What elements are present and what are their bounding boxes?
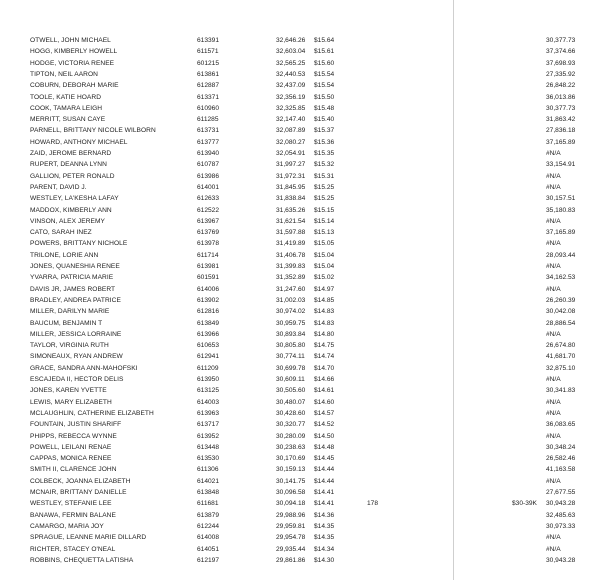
hourly-rate: $14.57 (314, 409, 335, 417)
table-row (0, 193, 601, 204)
salary-value: 30,159.13 (276, 466, 306, 474)
comparison-value: #N/A (546, 398, 561, 406)
hourly-rate: $15.61 (314, 48, 335, 56)
hourly-rate: $15.32 (314, 161, 335, 169)
comparison-value: 27,836.18 (546, 127, 576, 135)
employee-name: FOUNTAIN, JUSTIN SHARIFF (30, 421, 122, 429)
table-row (0, 306, 601, 317)
table-row (0, 521, 601, 532)
table-row (0, 340, 601, 351)
employee-name: MILLER, JESSICA LORRAINE (30, 330, 122, 338)
table-row (0, 284, 601, 295)
salary-value: 30,959.75 (276, 319, 306, 327)
employee-id: 611571 (197, 48, 219, 56)
table-row (0, 35, 601, 46)
employee-id: 610787 (197, 161, 220, 169)
employee-name: RUPERT, DEANNA LYNN (30, 161, 107, 169)
employee-name: COLBECK, JOANNA ELIZABETH (30, 477, 131, 485)
employee-name: CAPPAS, MONICA RENEE (30, 455, 112, 463)
employee-name: MADDOX, KIMBERLY ANN (30, 206, 112, 214)
employee-id: 611714 (197, 251, 219, 259)
comparison-value: 27,677.55 (546, 489, 576, 496)
comparison-value: 31,863.42 (546, 116, 576, 124)
employee-id: 610960 (197, 104, 220, 112)
employee-id: 614051 (197, 545, 220, 553)
hourly-rate: $15.02 (314, 274, 335, 282)
comparison-value: 30,341.83 (546, 387, 576, 395)
employee-name: MERRITT, SUSAN CAYE (30, 116, 106, 124)
table-row (0, 453, 601, 464)
employee-id: 613125 (197, 387, 220, 395)
employee-id: 611681 (197, 500, 219, 508)
comparison-value: #N/A (546, 150, 561, 157)
employee-id: 613963 (197, 409, 220, 417)
salary-value: 30,893.84 (276, 330, 306, 338)
table-row (0, 114, 601, 125)
employee-name: JONES, KAREN YVETTE (30, 387, 107, 395)
employee-id: 613940 (197, 150, 220, 157)
employee-id: 614008 (197, 534, 220, 542)
employee-id: 613950 (197, 376, 220, 383)
salary-value: 31,838.84 (276, 195, 306, 203)
salary-value: 30,238.63 (276, 443, 306, 451)
comparison-value: 30,973.33 (546, 522, 576, 530)
employee-name: DAVIS JR, JAMES ROBERT (30, 285, 116, 293)
employee-name: POWERS, BRITTANY NICHOLE (30, 240, 128, 248)
employee-name: HODGE, VICTORIA RENEE (30, 59, 115, 67)
table-row (0, 182, 601, 193)
salary-value: 29,959.81 (276, 522, 306, 530)
employee-name: VINSON, ALEX JEREMY (30, 217, 105, 225)
comparison-value: 28,093.44 (546, 251, 576, 259)
hourly-rate: $14.48 (314, 443, 335, 451)
employee-id: 613769 (197, 229, 220, 237)
employee-id: 613731 (197, 127, 220, 135)
table-row (0, 46, 601, 57)
comparison-value: #N/A (546, 534, 561, 542)
comparison-value: 26,260.39 (546, 296, 576, 304)
employee-id: 613879 (197, 511, 220, 519)
employee-name: BANAWA, FERMIN BALANE (30, 511, 116, 519)
employee-name: GALLION, PETER RONALD (30, 172, 115, 180)
table-row (0, 555, 601, 566)
employee-name: TIPTON, NEIL AARON (30, 70, 98, 78)
comparison-value: 36,013.86 (546, 93, 576, 101)
employee-name: CAMARGO, MARIA JOY (30, 522, 104, 530)
table-row (0, 171, 601, 182)
employee-name: CATO, SARAH INEZ (30, 229, 92, 237)
employee-id: 601591 (197, 274, 220, 282)
comparison-value: #N/A (546, 240, 561, 248)
salary-value: 29,935.44 (276, 545, 306, 553)
hourly-rate: $15.31 (314, 172, 335, 180)
comparison-value: 37,165.89 (546, 229, 576, 237)
salary-band: $30-39K (512, 500, 537, 508)
comparison-value: #N/A (546, 217, 561, 225)
comparison-value: 30,377.73 (546, 104, 576, 112)
salary-value: 30,699.78 (276, 364, 306, 372)
hourly-rate: $14.44 (314, 477, 335, 485)
hourly-rate: $15.36 (314, 138, 335, 146)
hourly-rate: $14.35 (314, 522, 335, 530)
table-row (0, 250, 601, 261)
hourly-rate: $15.48 (314, 104, 335, 112)
table-row (0, 476, 601, 487)
employee-name: BAUCUM, BENJAMIN T (30, 319, 103, 327)
hourly-rate: $14.97 (314, 285, 335, 293)
salary-value: 30,774.11 (276, 353, 305, 361)
employee-name: SIMONEAUX, RYAN ANDREW (30, 353, 123, 361)
comparison-value: 30,943.28 (546, 500, 576, 508)
hourly-rate: $14.83 (314, 319, 335, 327)
employee-name: JONES, QUANESHIA RENEE (30, 263, 120, 270)
salary-value: 30,428.60 (276, 409, 306, 417)
comparison-value: 33,154.91 (546, 161, 576, 169)
salary-value: 30,170.69 (276, 455, 306, 463)
employee-id: 613717 (197, 421, 220, 429)
employee-id: 612887 (197, 82, 220, 90)
table-row (0, 261, 601, 272)
employee-name: BRADLEY, ANDREA PATRICE (30, 296, 121, 304)
table-row (0, 295, 601, 306)
table-row (0, 205, 601, 216)
salary-value: 30,505.60 (276, 387, 306, 395)
employee-name: HOWARD, ANTHONY MICHAEL (30, 138, 128, 146)
hourly-rate: $15.04 (314, 263, 335, 270)
salary-value: 29,988.96 (276, 511, 306, 519)
employee-id: 613978 (197, 240, 220, 248)
hourly-rate: $15.50 (314, 93, 335, 101)
salary-value: 31,621.54 (276, 217, 306, 225)
comparison-value: 27,335.92 (546, 70, 576, 78)
employee-id: 613986 (197, 172, 220, 180)
employee-id: 601215 (197, 59, 220, 67)
salary-value: 30,141.75 (276, 477, 306, 485)
employee-name: WESTLEY, STEFANIE LEE (30, 500, 112, 508)
employee-name: MILLER, DARILYN MARIE (30, 308, 110, 316)
table-row (0, 227, 601, 238)
hourly-rate: $15.13 (314, 229, 335, 237)
comparison-value: #N/A (546, 263, 561, 270)
employee-id: 613861 (197, 70, 220, 78)
salary-value: 32,603.04 (276, 48, 306, 56)
salary-value: 32,054.91 (276, 150, 306, 157)
comparison-value: 32,875.10 (546, 364, 576, 372)
hourly-rate: $15.25 (314, 183, 335, 191)
salary-value: 30,609.11 (276, 376, 305, 383)
employee-id: 611285 (197, 116, 219, 124)
salary-value: 32,565.25 (276, 59, 306, 67)
employee-name: GRACE, SANDRA ANN-MAHOFSKI (30, 364, 138, 372)
salary-value: 31,635.26 (276, 206, 306, 214)
hourly-rate: $15.54 (314, 70, 335, 78)
salary-value: 30,974.02 (276, 308, 306, 316)
hourly-rate: $14.66 (314, 376, 335, 383)
employee-name: SMITH II, CLARENCE JOHN (30, 466, 117, 474)
table-row (0, 329, 601, 340)
employee-id: 612244 (197, 522, 220, 530)
table-row (0, 351, 601, 362)
salary-value: 31,352.89 (276, 274, 306, 282)
comparison-value: 36,083.65 (546, 421, 576, 429)
hourly-rate: $15.60 (314, 59, 335, 67)
table-row (0, 442, 601, 453)
comparison-value: 34,162.53 (546, 274, 576, 282)
salary-value: 31,419.89 (276, 240, 306, 248)
employee-name: PHIPPS, REBECCA WYNNE (30, 432, 117, 440)
comparison-value: #N/A (546, 285, 561, 293)
table-row (0, 510, 601, 521)
hourly-rate: $14.36 (314, 511, 335, 519)
hourly-rate: $14.41 (314, 489, 335, 496)
employee-id: 613448 (197, 443, 220, 451)
comparison-value: 28,886.54 (546, 319, 576, 327)
salary-value: 30,480.07 (276, 398, 306, 406)
table-row (0, 148, 601, 159)
table-row (0, 238, 601, 249)
hourly-rate: $14.60 (314, 398, 335, 406)
hourly-rate: $14.74 (314, 353, 335, 361)
employee-name: ROBBINS, CHEQUETTA LATISHA (30, 556, 134, 564)
employee-id: 613902 (197, 296, 220, 304)
salary-value: 32,087.89 (276, 127, 306, 135)
hourly-rate: $14.70 (314, 364, 335, 372)
salary-value: 31,002.03 (276, 296, 306, 304)
table-row (0, 363, 601, 374)
comparison-value: 30,348.24 (546, 443, 576, 451)
salary-value: 29,861.86 (276, 556, 306, 564)
salary-value: 32,440.53 (276, 70, 306, 78)
employee-name: TOOLE, KATIE HOARD (30, 93, 102, 101)
salary-value: 29,954.78 (276, 534, 306, 542)
employee-id: 612816 (197, 308, 220, 316)
comparison-value: 30,943.28 (546, 556, 576, 564)
salary-value: 30,805.80 (276, 342, 306, 350)
comparison-value: #N/A (546, 545, 561, 553)
table-row (0, 374, 601, 385)
hourly-rate: $14.61 (314, 387, 335, 395)
employee-id: 611209 (197, 364, 219, 372)
table-row (0, 92, 601, 103)
employee-id: 611306 (197, 466, 219, 474)
hourly-rate: $14.80 (314, 330, 335, 338)
employee-id: 613391 (197, 37, 220, 44)
hourly-rate: $15.64 (314, 37, 335, 44)
table-row (0, 272, 601, 283)
comparison-value: #N/A (546, 330, 561, 338)
employee-name: RICHTER, STACEY O'NEAL (30, 545, 116, 553)
table-row (0, 544, 601, 555)
comparison-value: #N/A (546, 477, 561, 485)
employee-id: 613981 (197, 263, 220, 270)
employee-name: LEWIS, MARY ELIZABETH (30, 398, 112, 406)
salary-value: 32,437.09 (276, 82, 306, 90)
employee-name: OTWELL, JOHN MICHAEL (30, 37, 111, 44)
employee-name: MCLAUGHLIN, CATHERINE ELIZABETH (30, 409, 154, 417)
employee-name: ZAID, JEROME BERNARD (30, 150, 112, 157)
comparison-value: 35,180.83 (546, 206, 576, 214)
employee-name: POWELL, LEILANI RENAE (30, 443, 112, 451)
table-row (0, 431, 601, 442)
employee-name: WESTLEY, LA'KESHA LAFAY (30, 195, 119, 203)
hourly-rate: $14.34 (314, 545, 335, 553)
employee-name: ESCAJEDA II, HECTOR DELIS (30, 376, 124, 383)
salary-value: 30,094.18 (276, 500, 306, 508)
salary-value: 32,080.27 (276, 138, 306, 146)
employee-id: 614003 (197, 398, 220, 406)
comparison-value: 26,848.22 (546, 82, 576, 90)
table-row (0, 69, 601, 80)
table-row (0, 58, 601, 69)
hourly-rate: $15.25 (314, 195, 335, 203)
salary-value: 30,096.58 (276, 489, 306, 496)
salary-value: 30,320.77 (276, 421, 306, 429)
hourly-rate: $14.75 (314, 342, 335, 350)
employee-name: COBURN, DEBORAH MARIE (30, 82, 119, 90)
employee-id: 612197 (197, 556, 220, 564)
table-row (0, 419, 601, 430)
table-row (0, 103, 601, 114)
table-row (0, 498, 601, 509)
comparison-value: 41,681.70 (546, 353, 576, 361)
comparison-value: 37,698.93 (546, 59, 576, 67)
comparison-value: 32,485.63 (546, 511, 576, 519)
comparison-value: 26,674.80 (546, 342, 576, 350)
table-row (0, 487, 601, 498)
salary-value: 32,325.85 (276, 104, 306, 112)
comparison-value: 26,582.46 (546, 455, 576, 463)
hourly-rate: $15.05 (314, 240, 335, 248)
employee-id: 613777 (197, 138, 220, 146)
employee-name: HOGG, KIMBERLY HOWELL (30, 48, 118, 56)
employee-name: SPRAGUE, LEANNE MARIE DILLARD (30, 534, 147, 542)
table-row (0, 397, 601, 408)
employee-id: 614006 (197, 285, 220, 293)
comparison-value: #N/A (546, 172, 561, 180)
employee-name: PARENT, DAVID J. (30, 183, 87, 191)
table-row (0, 125, 601, 136)
table-row (0, 137, 601, 148)
hourly-rate: $15.04 (314, 251, 335, 259)
table-row (0, 408, 601, 419)
hourly-rate: $15.14 (314, 217, 335, 225)
employee-id: 613848 (197, 489, 220, 496)
salary-value: 32,356.19 (276, 93, 306, 101)
employee-id: 614021 (197, 477, 220, 485)
employee-id: 613966 (197, 330, 220, 338)
comparison-value: #N/A (546, 432, 561, 440)
comparison-value: #N/A (546, 183, 561, 191)
employee-id: 613530 (197, 455, 220, 463)
employee-id: 612941 (197, 353, 220, 361)
salary-value: 30,280.09 (276, 432, 306, 440)
comparison-value: #N/A (546, 409, 561, 417)
hourly-rate: $15.37 (314, 127, 335, 135)
hourly-rate: $15.15 (314, 206, 335, 214)
hourly-rate: $15.40 (314, 116, 335, 124)
comparison-value: #N/A (546, 376, 561, 383)
hourly-rate: $14.41 (314, 500, 335, 508)
comparison-value: 30,042.08 (546, 308, 576, 316)
hourly-rate: $14.30 (314, 556, 335, 564)
employee-id: 613849 (197, 319, 220, 327)
employee-id: 613967 (197, 217, 220, 225)
employee-id: 613371 (197, 93, 220, 101)
table-row (0, 216, 601, 227)
group-count: 178 (367, 500, 379, 508)
hourly-rate: $14.52 (314, 421, 335, 429)
employee-id: 612633 (197, 195, 220, 203)
table-row (0, 532, 601, 543)
comparison-value: 30,377.73 (546, 37, 576, 44)
table-row (0, 464, 601, 475)
employee-name: TAYLOR, VIRGINIA RUTH (30, 342, 109, 350)
salary-value: 31,972.31 (276, 172, 306, 180)
hourly-rate: $14.50 (314, 432, 335, 440)
employee-id: 613952 (197, 432, 220, 440)
comparison-value: 37,165.89 (546, 138, 576, 146)
employee-id: 612522 (197, 206, 220, 214)
hourly-rate: $14.85 (314, 296, 335, 304)
salary-value: 31,997.27 (276, 161, 306, 169)
comparison-value: 41,163.58 (546, 466, 576, 474)
employee-id: 610653 (197, 342, 220, 350)
salary-value: 31,845.95 (276, 183, 306, 191)
employee-name: TRILONE, LORIE ANN (30, 251, 99, 259)
employee-name: PARNELL, BRITTANY NICOLE WILBORN (30, 127, 156, 135)
table-row (0, 318, 601, 329)
salary-value: 31,597.88 (276, 229, 306, 237)
hourly-rate: $14.83 (314, 308, 335, 316)
hourly-rate: $15.54 (314, 82, 335, 90)
table-row (0, 80, 601, 91)
salary-value: 31,406.78 (276, 251, 306, 259)
comparison-value: 30,157.51 (546, 195, 576, 203)
table-row (0, 159, 601, 170)
comparison-value: 37,374.66 (546, 48, 576, 56)
hourly-rate: $14.35 (314, 534, 335, 542)
salary-value: 31,247.60 (276, 285, 306, 293)
employee-name: YVARRA, PATRICIA MARIE (30, 274, 114, 282)
salary-value: 31,399.83 (276, 263, 306, 270)
hourly-rate: $14.44 (314, 466, 335, 474)
employee-name: MCNAIR, BRITTANY DANIELLE (30, 489, 127, 496)
hourly-rate: $15.35 (314, 150, 335, 157)
hourly-rate: $14.45 (314, 455, 335, 463)
salary-value: 32,646.26 (276, 37, 306, 44)
employee-id: 614001 (197, 183, 220, 191)
salary-value: 32,147.40 (276, 116, 306, 124)
table-row (0, 385, 601, 396)
employee-name: COOK, TAMARA LEIGH (30, 104, 103, 112)
